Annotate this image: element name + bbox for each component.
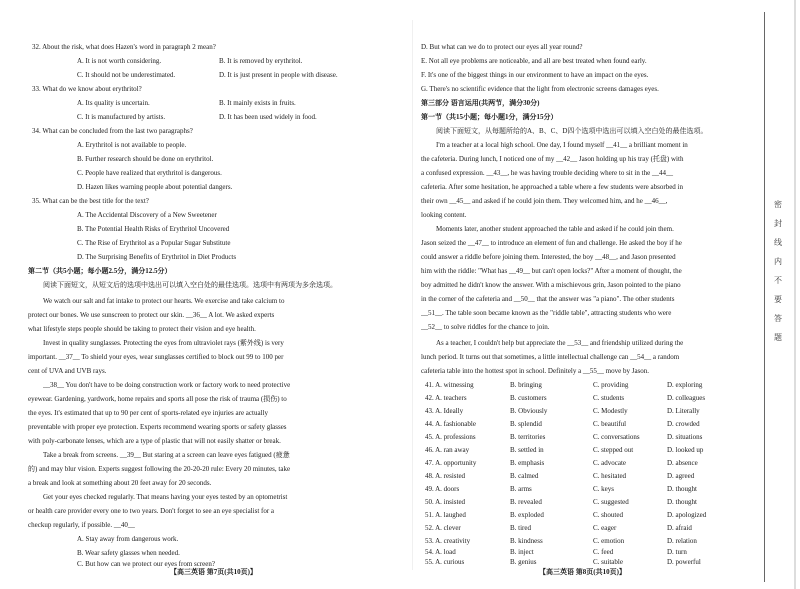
option-44b: B. splendid [510,420,542,428]
option-46b: B. settled in [510,446,544,454]
option-43a: 43. A. Ideally [425,407,464,415]
option-50a: 50. A. insisted [425,498,466,506]
answer-option: F. It's one of the biggest things in our environment to have an impact on the eyes. [421,71,649,79]
page-footer: 【高三英语 第8页(共10页)】 [539,568,626,576]
option-54b: B. inject [510,548,534,556]
option-46c: C. stepped out [593,446,634,454]
passage-line: a confused expression. __43__, he was having trouble deciding where to sit in the __44__ [421,169,673,177]
option-46d: D. looked up [667,446,704,454]
option-48c: C. hesitated [593,472,627,480]
option-44a: 44. A. fashionable [425,420,476,428]
passage-line: __51__. The table soon became known as the "riddle table", attracting students who were [421,309,672,317]
option: D. It has been used widely in food. [219,113,317,121]
binding-line [764,12,765,582]
passage-line: Moments later, another student approached the table and asked if he could join them. [436,225,674,233]
option: D. The Surprising Benefits of Erythritol in Diet Products [77,253,237,261]
option-43b: B. Obviously [510,407,548,415]
option-52a: 52. A. clever [425,524,461,532]
answer-option: E. Not all eye problems are noticeable, and all are best treated when found early. [421,57,647,65]
question-32: 32. About the risk, what does Hazen's word in paragraph 2 mean? [32,43,216,51]
instructions: 阅读下面短文，从短文后的选项中选出可以填入空白处的最佳选项。选项中有两项为多余选项。 [43,281,337,289]
option: C. People have realized that erythritol is dangerous. [77,169,222,177]
passage-line: checkup regularly, if possible. __40__ [28,521,135,529]
option-45c: C. conversations [593,433,640,441]
option-43c: C. Modestly [593,407,628,415]
option: B. It mainly exists in fruits. [219,99,296,107]
option-53b: B. kindness [510,537,543,545]
option-43d: D. Literally [667,407,700,415]
option-42d: D. colleagues [667,394,706,402]
question-35: 35. What can be the best title for the text? [32,197,149,205]
passage-line: 的) and may blur vision. Experts suggest following the 20-20-20 rule: Every 20 minutes, take [28,465,291,473]
option-54a: 54. A. load [425,548,456,556]
option-41c: C. providing [593,381,629,389]
option-49b: B. arms [510,485,532,493]
instructions: 阅读下面短文，从每题所给的A、B、C、D四个选项中选出可以填入空白处的最佳选项。 [436,127,708,135]
option-42c: C. students [593,394,625,402]
passage-line: Jason seized the __47__ to introduce an element of fun and challenge. He asked the boy if he [421,239,682,247]
option-50b: B. revealed [510,498,542,506]
passage-line: cafeteria. After some hesitation, he approached a table where a few students were absorbed in [421,183,683,191]
right-page [421,0,756,589]
option-41d: D. exploring [667,381,703,389]
option-52b: B. tired [510,524,531,532]
option-45d: D. situations [667,433,703,441]
option-51d: D. apologized [667,511,707,519]
option-51a: 51. A. laughed [425,511,466,519]
passage-line: looking content. [421,211,467,219]
passage-line: __52__ to solve riddles for the chance to join. [421,323,550,331]
passage-line: in the corner of the cafeteria and __50__ that the answer was "a piano". The other students [421,295,675,303]
option-51b: B. exploded [510,511,544,519]
passage-line: Get your eyes checked regularly. That means having your eyes tested by an optometrist [43,493,288,501]
option: A. Erythritol is not available to people. [77,141,187,149]
option-44c: C. beautiful [593,420,627,428]
answer-option: D. But what can we do to protect our eyes all year round? [421,43,583,51]
binding-margin [758,0,800,589]
answer-option: B. Wear safety glasses when needed. [77,549,180,557]
binding-char: 题 [774,333,782,342]
option: D. Hazen likes warning people about potential dangers. [77,183,233,191]
passage-line: with poly-carbonate lenses, which are a type of plastic that will not easily shatter or break. [28,437,281,445]
option-50c: C. suggested [593,498,629,506]
question-34: 34. What can be concluded from the last two paragraphs? [32,127,193,135]
option: B. It is removed by erythritol. [219,57,303,65]
passage-line: preventable with proper eye protection. Experts recommend wearing sports or safety glasses [28,423,287,431]
option-55c: C. suitable [593,558,623,566]
passage-line: a break and look at something about 20 feet away for 20 seconds. [28,479,212,487]
option: C. It should not be underestimated. [77,71,176,79]
binding-char: 不 [774,276,782,285]
section-heading: 第二节（共5小题；每小题2.5分，满分12.5分） [28,267,172,275]
option-53c: C. emotion [593,537,625,545]
question-33: 33. What do we know about erythritol? [32,85,142,93]
option-47b: B. emphasis [510,459,545,467]
passage-line: eyewear. Gardening, yardwork, home repairs and sports all pose the risk of trauma (损伤) to [28,395,287,403]
option-49a: 49. A. doors [425,485,460,493]
page-footer: 【高三英语 第7页(共10页)】 [170,568,257,576]
passage-line: cafeteria table into the hottest spot in school. Definitely a __55__ move by Jason. [421,367,650,375]
option-44d: D. crowded [667,420,700,428]
binding-char: 内 [774,257,782,266]
passage-line: __38__ You don't have to be doing construction work or factory work to need protective [43,381,291,389]
binding-char: 封 [774,219,782,228]
option: A. Its quality is uncertain. [77,99,150,107]
option-51c: C. shouted [593,511,623,519]
passage-line: important. __37__ To shield your eyes, wear sunglasses certified to block out 99 to 100 per [28,353,284,361]
passage-line: could answer a riddle before joining them. Interested, the boy __48__, and Jason presented [421,253,676,261]
option-48d: D. agreed [667,472,695,480]
answer-option: G. There's no scientific evidence that the light from electronic screens damages eyes. [421,85,659,93]
passage-line: their own __45__ and asked if he could join them. They welcomed him, and he __46__, [421,197,668,205]
option-47d: D. absence [667,459,698,467]
part-heading: 第三部分 语言运用(共两节，满分30分) [421,99,540,107]
option-55a: 55. A. curious [425,558,465,566]
option-47a: 47. A. opportunity [425,459,477,467]
passage-line: boy admitted he didn't know the answer. With a mischievous grin, Jason pointed to the piano [421,281,681,289]
passage-line: the eyes. It's estimated that up to 90 per cent of sports-related eye injuries are actually [28,409,268,417]
option-49c: C. keys [593,485,614,493]
option: C. It is manufactured by artists. [77,113,166,121]
option-49d: D. thought [667,485,697,493]
binding-notice [773,195,783,347]
option: A. It is not worth considering. [77,57,162,65]
option-55b: B. genius [510,558,537,566]
passage-line: Invest in quality sunglasses. Protecting the eyes from ultraviolet rays (紫外线) is very [43,339,284,347]
section-heading: 第一节（共15小题；每小题1分，满分15分） [421,113,558,121]
option-45b: B. territories [510,433,546,441]
option: B. The Potential Health Risks of Erythritol Uncovered [77,225,230,233]
passage-line: or health care provider every one to two years. Don't forget to see an eye specialist for a [28,507,275,515]
binding-char: 答 [774,314,782,323]
page-edge [794,0,796,589]
option-41a: 41. A. witnessing [425,381,474,389]
answer-option: C. But how can we protect our eyes from screen? [77,560,216,568]
option-52d: D. afraid [667,524,692,532]
option-53d: D. relation [667,537,697,545]
passage-line: lunch period. It turns out that sometimes, a little intellectual challenge can __54__ a random [421,353,680,361]
option-47c: C. advocate [593,459,627,467]
option: A. The Accidental Discovery of a New Sweetener [77,211,217,219]
option-53a: 53. A. creativity [425,537,471,545]
option-46a: 46. A. ran away [425,446,470,454]
passage-line: what lifestyle steps people should be taking to protect their vision and eye health. [28,325,256,333]
option-42a: 42. A. teachers [425,394,467,402]
page-divider [412,20,413,570]
passage-line: protect our bones. We use sunscreen to protect our skin. __36__ A lot. We asked experts [28,311,275,319]
option-48a: 48. A. resisted [425,472,466,480]
binding-char: 密 [774,200,782,209]
option: B. Further research should be done on erythritol. [77,155,214,163]
passage-line: Take a break from screens. __39__ But staring at a screen can leave eyes fatigued (疲惫 [43,451,290,459]
passage-line: I'm a teacher at a local high school. One day, I found myself __41__ a brilliant moment in [436,141,688,149]
passage-line: As a teacher, I couldn't help but appreciate the __53__ and friendship utilized during the [436,339,684,347]
option: C. The Rise of Erythritol as a Popular Sugar Substitute [77,239,231,247]
option-54d: D. turn [667,548,687,556]
passage-line: We watch our salt and fat intake to protect our hearts. We exercise and take calcium to [43,297,285,305]
option-55d: D. powerful [667,558,701,566]
option-50d: D. thought [667,498,697,506]
passage-line: him with the riddle: "What has __49__ but can't open locks?" After a moment of thought, the [421,267,682,275]
passage-line: cent of UVA and UVB rays. [28,367,107,375]
option-45a: 45. A. professions [425,433,476,441]
option: D. It is just present in people with disease. [219,71,338,79]
answer-option: A. Stay away from dangerous work. [77,535,179,543]
option-52c: C. eager [593,524,617,532]
option-48b: B. calmed [510,472,539,480]
binding-char: 线 [774,238,782,247]
option-41b: B. bringing [510,381,542,389]
option-54c: C. feed [593,548,614,556]
left-page [28,0,406,589]
passage-line: the cafeteria. During lunch, I noticed one of my __42__ Jason holding up his tray (托盘) with [421,155,684,163]
option-42b: B. customers [510,394,547,402]
binding-char: 要 [774,295,782,304]
